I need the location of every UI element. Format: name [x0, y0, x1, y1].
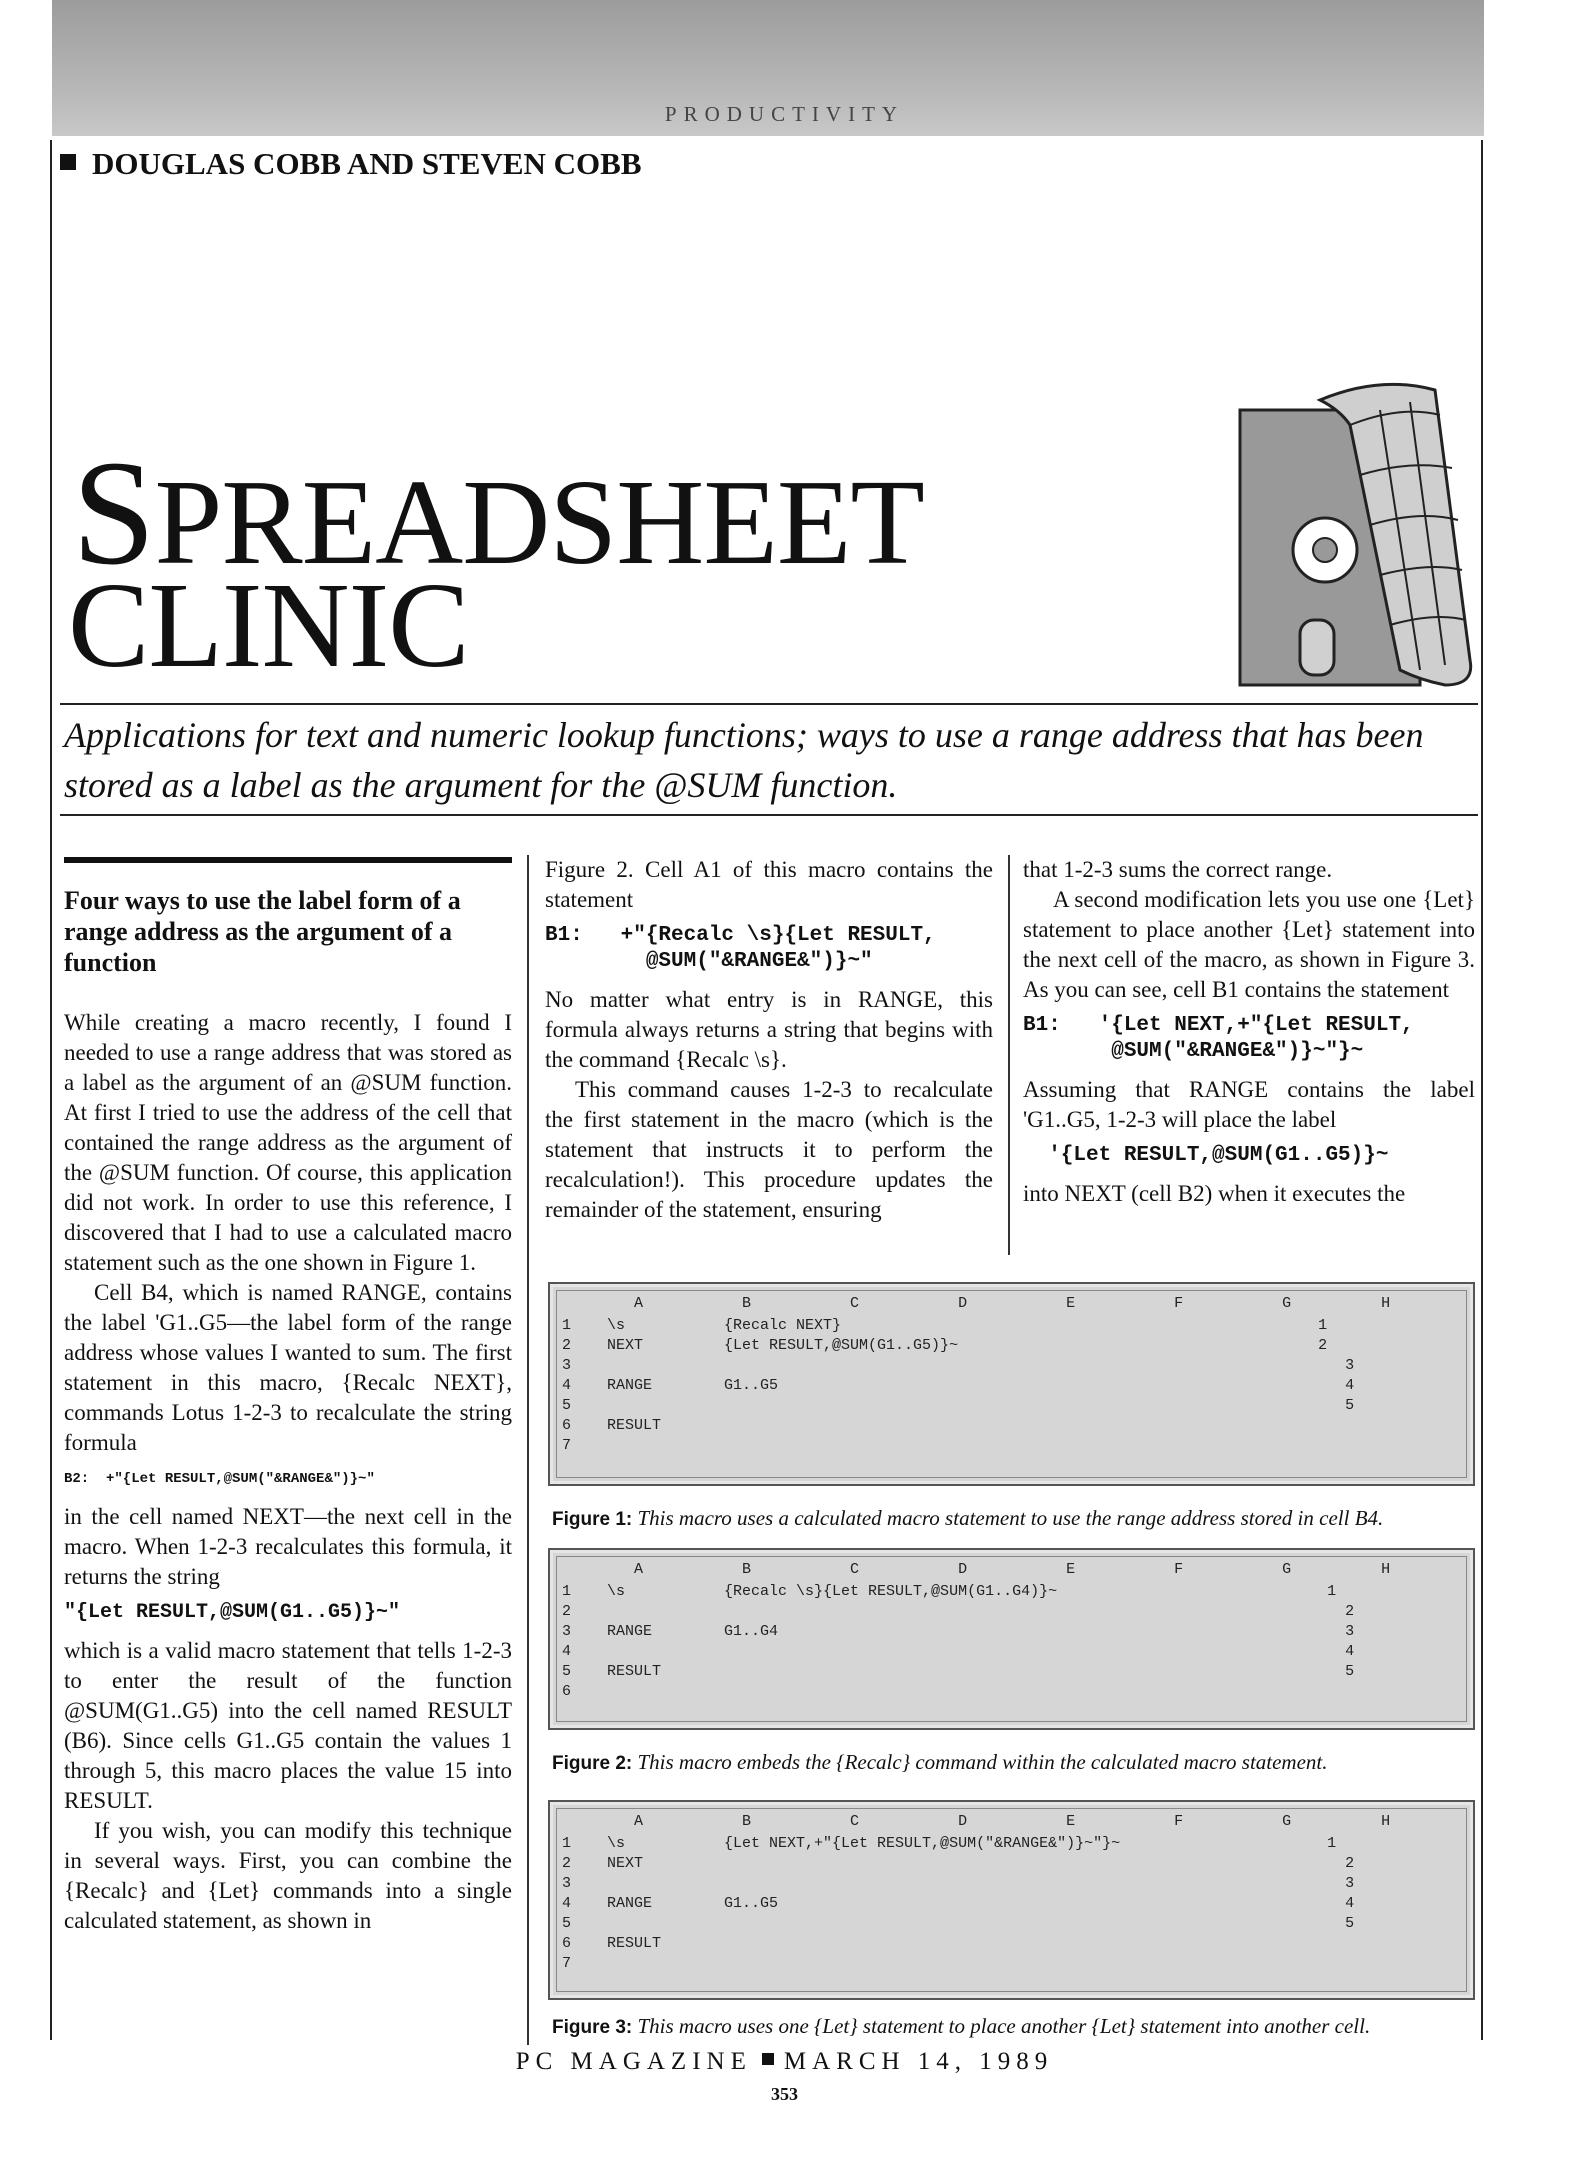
section-label: PRODUCTIVITY — [664, 102, 905, 126]
figure-3-row: 3 3 — [562, 1875, 1355, 1892]
figure-2-row: 3 RANGE G1..G4 3 — [562, 1623, 1355, 1640]
deck-subtitle: Applications for text and numeric lookup functions; ways to use a range address that has been stored as a label as the argument for the @SUM function. — [64, 715, 1424, 805]
paragraph: No matter what entry is in RANGE, this formula always returns a string that begins with the command {Recalc \s}. — [545, 987, 993, 1072]
figure-2-row: 1 \s {Recalc \s}{Let RESULT,@SUM(G1..G4)}~ 1 — [562, 1583, 1337, 1600]
byline-text: DOUGLAS COBB AND STEVEN COBB — [92, 146, 642, 181]
bullet-square-icon — [762, 2053, 774, 2065]
left-border-rule — [50, 140, 52, 2040]
figure-2-column-headers: A B C D E F G H — [562, 1561, 1391, 1578]
paragraph: in the cell named NEXT—the next cell in the macro. When 1-2-3 recalculates this formula, it returns the string — [64, 1504, 512, 1589]
code-listing: B1: '{Let NEXT,+"{Let RESULT, @SUM("&RANGE&")}~"}~ — [1023, 1014, 1414, 1063]
code-listing: B2: +"{Let RESULT,@SUM("&RANGE&")}~" — [64, 1471, 375, 1487]
paragraph: Cell B4, which is named RANGE, contains the label 'G1..G5—the label form of the range address whose values I wanted to sum. The first statement in this macro, {Recalc NEXT}, commands Lotus 1-2-3 to recalculate the string formula — [64, 1280, 512, 1455]
column-divider — [1008, 855, 1010, 1255]
deck-bottom-rule — [60, 814, 1478, 816]
figure-1-row: 1 \s {Recalc NEXT} 1 — [562, 1317, 1328, 1334]
code-listing: B1: +"{Recalc \s}{Let RESULT, @SUM("&RANGE&")}~" — [545, 924, 936, 973]
figure-1-row: 5 5 — [562, 1397, 1355, 1414]
figure-1-caption-text: This macro uses a calculated macro statement to use the range address stored in cell B4. — [632, 1506, 1384, 1530]
subhead: Four ways to use the label form of a range address as the argument of a function — [64, 886, 461, 977]
title-initial-cap: S — [72, 430, 155, 596]
bullet-square-icon — [60, 154, 76, 170]
spreadsheet-roll-illustration — [1230, 380, 1480, 690]
figure-1-box — [548, 1282, 1475, 1486]
figure-3-caption — [552, 2014, 1482, 2039]
paragraph: Figure 2. Cell A1 of this macro contains the statement — [545, 857, 993, 912]
deck-top-rule — [60, 703, 1478, 705]
figure-1-row: 2 NEXT {Let RESULT,@SUM(G1..G5)}~ 2 — [562, 1337, 1328, 1354]
figure-1-caption — [552, 1506, 1482, 1531]
code-listing: '{Let RESULT,@SUM(G1..G5)}~ — [1023, 1144, 1389, 1167]
figure-3-column-headers: A B C D E F G H — [562, 1813, 1391, 1830]
figure-3-row: 1 \s {Let NEXT,+"{Let RESULT,@SUM("&RANGE&")}~"}~ 1 — [562, 1835, 1337, 1852]
figure-3-row: 4 RANGE G1..G5 4 — [562, 1895, 1355, 1912]
figure-3-box — [548, 1800, 1475, 2000]
paragraph: If you wish, you can modify this technique in several ways. First, you can combine the {Recalc} and {Let} commands into a single calculated statement, as shown in — [64, 1818, 512, 1933]
figure-2-row: 5 RESULT 5 — [562, 1663, 1355, 1680]
figure-3-row: 6 RESULT — [562, 1935, 662, 1952]
figure-2-row: 2 2 — [562, 1603, 1355, 1620]
figure-1-row: 3 3 — [562, 1357, 1355, 1374]
figure-3-row: 7 — [562, 1955, 572, 1972]
figure-2-caption — [552, 1750, 1482, 1775]
footer — [0, 2048, 1569, 2076]
paragraph: which is a valid macro statement that tells 1-2-3 to enter the result of the function @SUM(G1..G5) into the cell named RESULT (B6). Since cells G1..G5 contain the values 1 through 5, this macro places the value 15 into RESULT. — [64, 1638, 512, 1813]
figure-2-caption-label: Figure 2: — [552, 1753, 633, 1774]
code-listing: "{Let RESULT,@SUM(G1..G5)}~" — [64, 1601, 401, 1624]
figure-1-row: 7 — [562, 1437, 572, 1454]
column-divider — [527, 855, 529, 2045]
figure-3-caption-text: This macro uses one {Let} statement to place another {Let} statement into another cell. — [632, 2014, 1371, 2038]
figure-1-caption-label: Figure 1: — [552, 1509, 633, 1530]
column-3 — [1023, 855, 1475, 1209]
paragraph: This command causes 1-2-3 to recalculate the first statement in the macro (which is the statement that instructs it to perform the recalculation!). This procedure updates the remainder of the statement, ensuring — [545, 1077, 993, 1222]
subhead-bar — [64, 857, 512, 863]
figure-2-row: 4 4 — [562, 1643, 1355, 1660]
paragraph: While creating a macro recently, I found I needed to use a range address that was stored as a label as the argument of an @SUM function. At first I tried to use the address of the cell that contained the range address as the argument of the @SUM function. Of course, this application did not work. In order to use this reference, I discovered that I had to use a calculated macro statement such as the one shown in Figure 1. — [64, 1010, 512, 1275]
figure-1-column-headers: A B C D E F G H — [562, 1295, 1391, 1312]
page-number: 353 — [771, 2084, 798, 2104]
column-2 — [545, 855, 993, 1225]
figure-3-row: 2 NEXT 2 — [562, 1855, 1355, 1872]
figure-1-row: 6 RESULT — [562, 1417, 662, 1434]
paragraph: into NEXT (cell B2) when it executes the — [1023, 1181, 1406, 1206]
figure-2-row: 6 — [562, 1683, 572, 1700]
paragraph: that 1-2-3 sums the correct range. — [1023, 857, 1333, 882]
paragraph: Assuming that RANGE contains the label 'G1..G5, 1-2-3 will place the label — [1023, 1077, 1475, 1132]
figure-3-caption-label: Figure 3: — [552, 2017, 633, 2038]
footer-date: MARCH 14, 1989 — [783, 2048, 1054, 2075]
footer-magazine: PC MAGAZINE — [515, 2048, 752, 2075]
figure-1-row: 4 RANGE G1..G5 4 — [562, 1377, 1355, 1394]
byline — [60, 146, 642, 182]
title-line-2: CLINIC — [68, 558, 469, 693]
figure-3-row: 5 5 — [562, 1915, 1355, 1932]
title-line-1-rest: PREADSHEET — [154, 455, 924, 590]
figure-2-box — [548, 1548, 1475, 1730]
paragraph: A second modification lets you use one {Let} statement to place another {Let} statement into the next cell of the macro, as shown in Figure 3. As you can see, cell B1 contains the statement — [1023, 887, 1475, 1002]
column-1 — [64, 855, 512, 1936]
figure-2-caption-text: This macro embeds the {Recalc} command within the calculated macro statement. — [632, 1750, 1328, 1774]
